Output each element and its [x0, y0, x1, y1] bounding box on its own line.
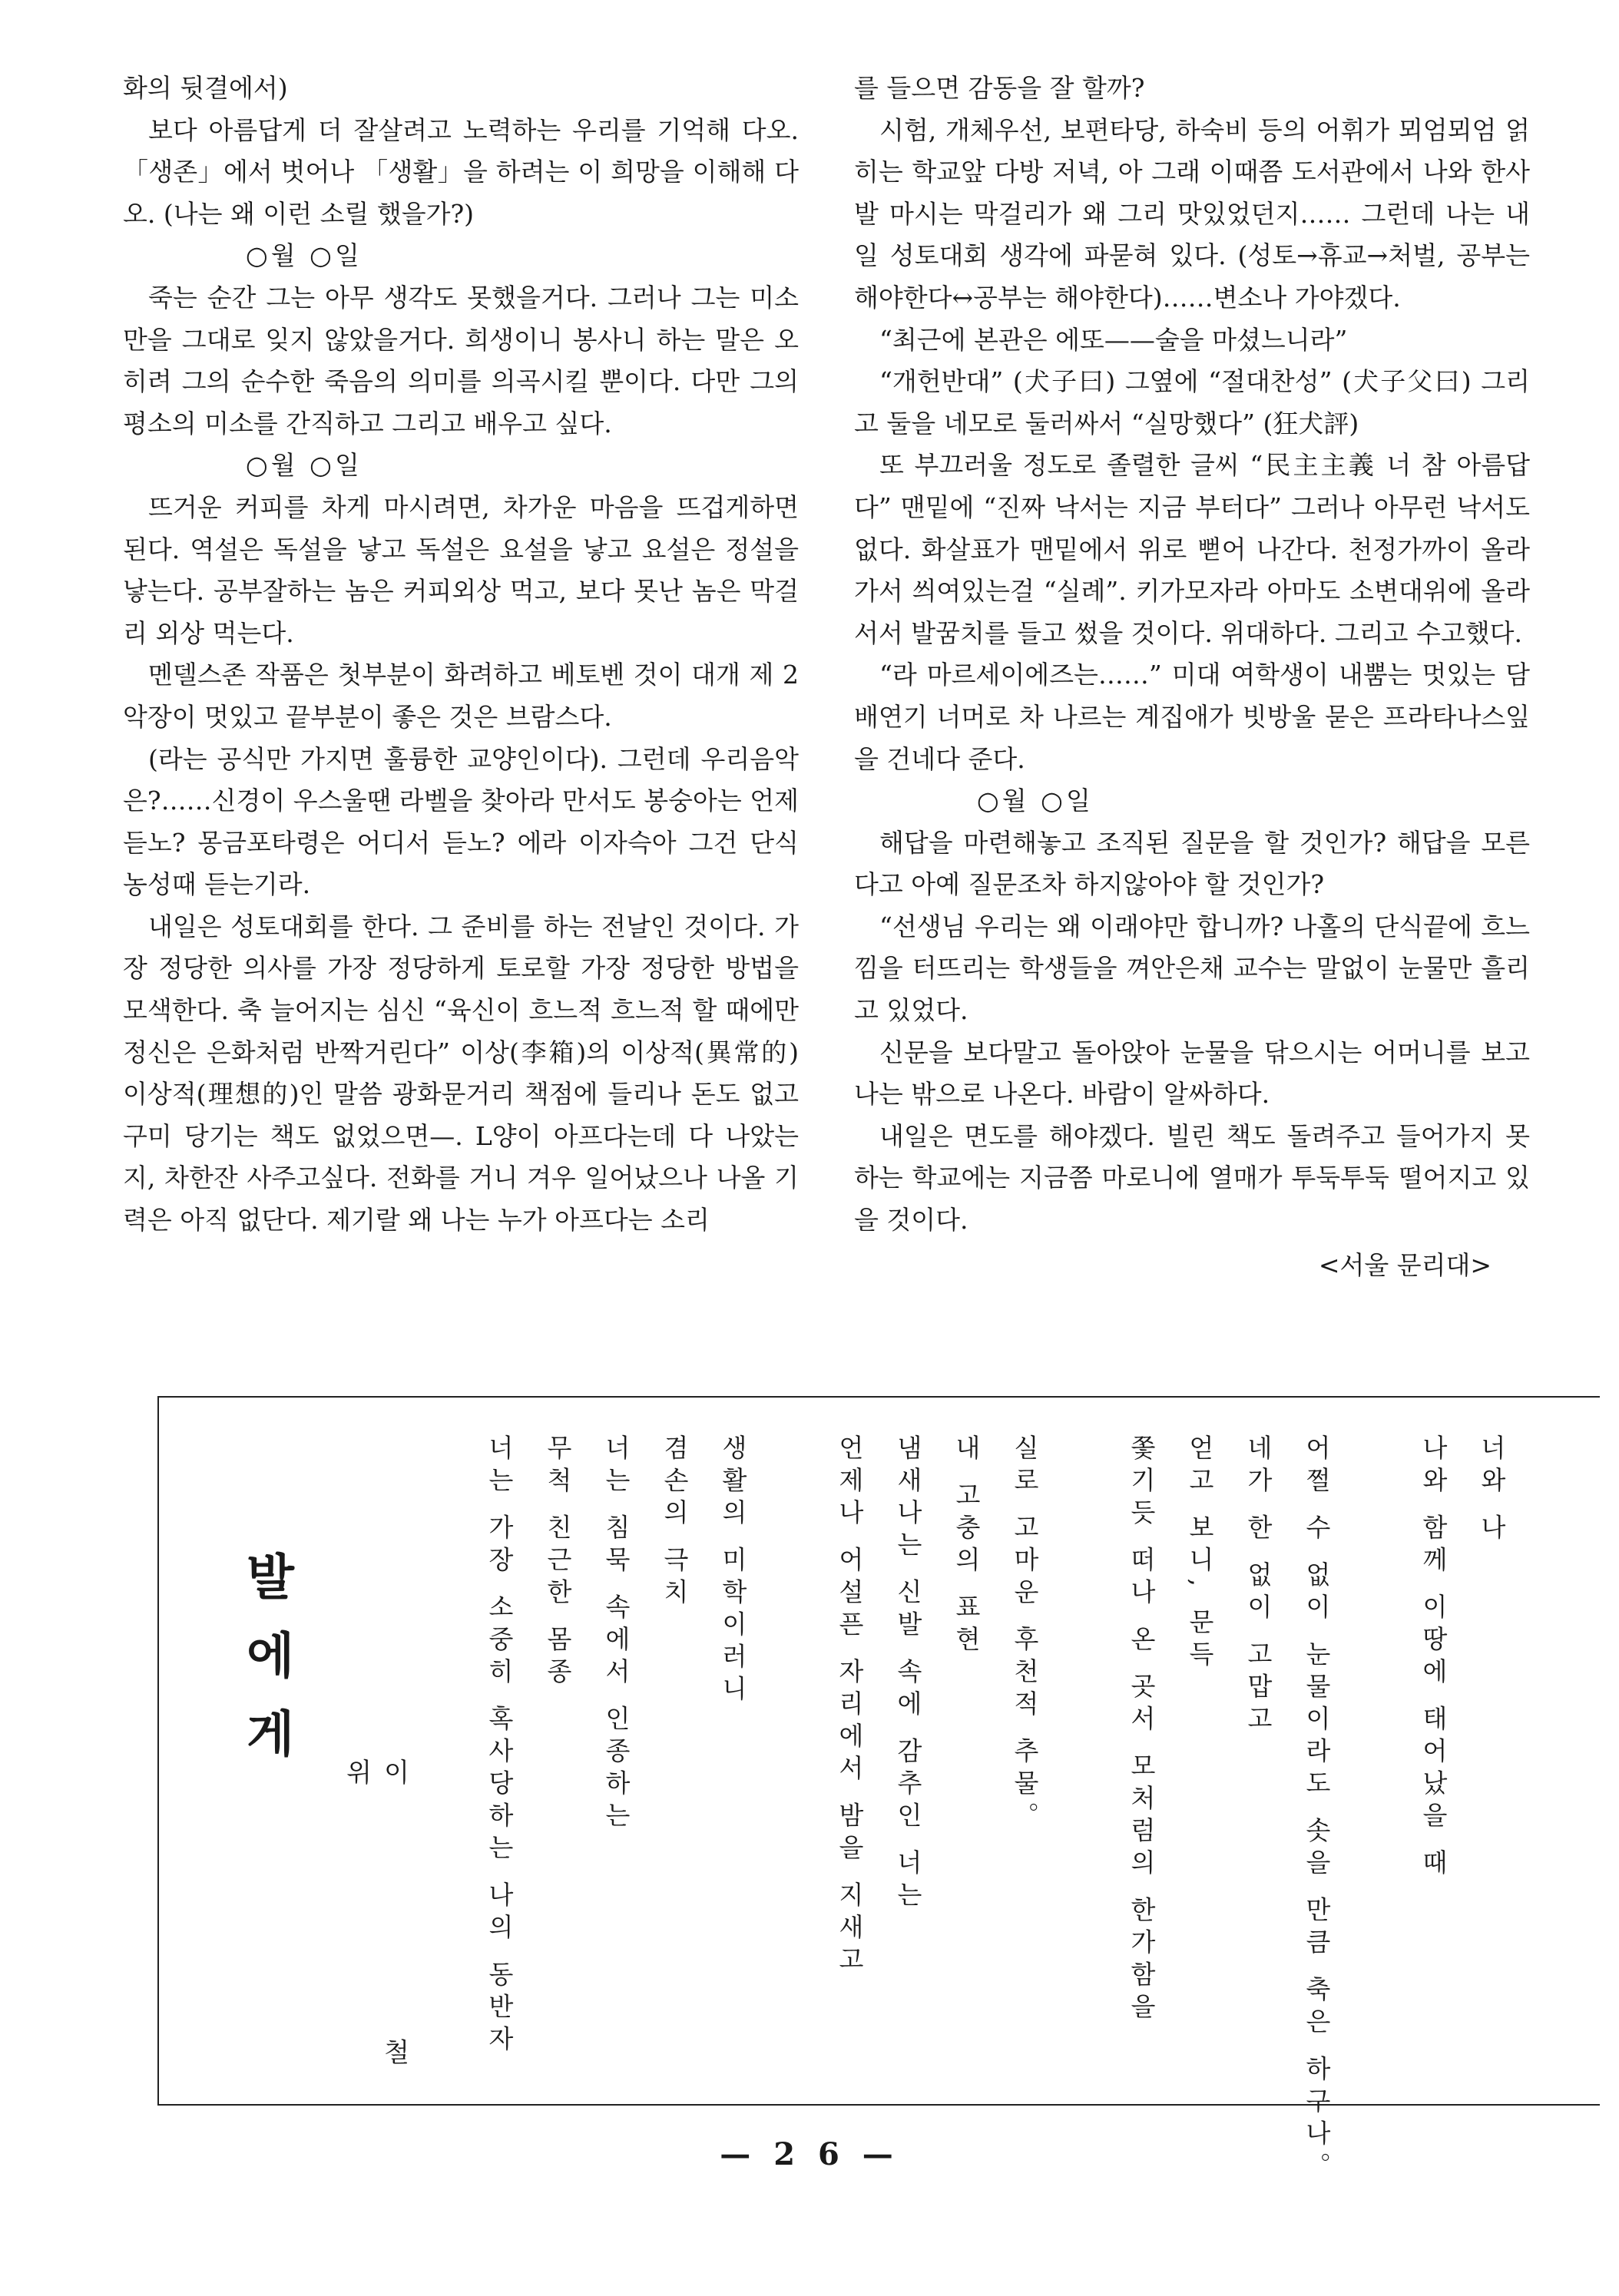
poem-line [762, 1434, 820, 2079]
paragraph: “라 마르세이에즈는……” 미대 여학생이 내뿜는 멋있는 담배연기 너머로 차 나르는 계집애가 빗방울 묻은 프라타나스잎을 건네다 준다. [854, 660, 1530, 774]
poem-line: 얻고 보니, 문득 [1185, 1434, 1215, 1673]
poem-line: 겸손의 극치 [660, 1434, 690, 1611]
diary-date: ○월 ○일 [246, 450, 363, 481]
paragraph: 를 들으면 감동을 잘 할까? [854, 73, 1145, 103]
paragraph: (라는 공식만 가지면 훌륭한 교양인이다). 그런데 우리음악은?……신경이 우스울땐 라벨을 찾아라 만서도 봉숭아는 언제듣노? 몽금포타령은 어디서 듣노? 에라 이자슥아 그건 단식 농성때 듣는기라. [123, 743, 799, 900]
poem-line: 어쩔 수 없이 눈물이라도 솟을 만큼 축은 하구나。 [1302, 1434, 1332, 2185]
paragraph: 죽는 순간 그는 아무 생각도 못했을거다. 그러나 그는 미소만을 그대로 잊지 않았을거다. 희생이니 봉사니 하는 말은 오히려 그의 순수한 죽음의 의미를 의곡시킬 뿐이다. 다만 그의 평소의 미소를 간직하고 그리고 배우고 싶다. [123, 282, 799, 438]
author-signature: <서울 문리대> [1318, 1249, 1492, 1280]
poem-line: 너와 나 [1477, 1434, 1507, 1547]
paragraph: 내일은 성토대회를 한다. 그 준비를 하는 전날인 것이다. 가장 정당한 의사를 가장 정당하게 토로할 가장 정당한 방법을 모색한다. 축 늘어지는 심신 “육신이 흐느적 흐느적 할 때에만 정신은 은화처럼 반짝거린다” 이상(李箱)의 이상적(異常的) 이상적(理想的)인 말씀 광화문거리 책점에 들리나 돈도 없고 구미 당기는 책도 없었으면—. L양이 아프다는데 다 나았는지, 차한잔 사주고싶다. 전화를 거니 겨우 일어났으나 나올 기력은 아직 없단다. 제기랄 왜 나는 누가 아프다는 소리 [123, 911, 799, 1236]
diary-date: ○월 ○일 [977, 786, 1094, 816]
poem-title: 발에게 [237, 1551, 295, 1786]
article-right-column [854, 68, 1530, 1286]
paragraph: 내일은 면도를 해야겠다. 빌린 책도 돌려주고 들어가지 못하는 학교에는 지금쯤 마로니에 열매가 투둑투둑 떨어지고 있을 것이다. [854, 1120, 1530, 1236]
paragraph: “개헌반대” (犬子曰) 그옆에 “절대찬성” (犬子父曰) 그리고 둘을 네모로 둘러싸서 “실망했다” (狂犬評) [854, 366, 1530, 438]
poem-line: 냄새나는 신발 속에 감추인 너는 [893, 1434, 923, 1914]
paragraph: 해답을 마련해놓고 조직된 질문을 할 것인가? 해답을 모른다고 아예 질문조차 하지않아야 할 것인가? [854, 827, 1530, 900]
paragraph: 보다 아름답게 더 잘살려고 노력하는 우리를 기억해 다오. 「생존」에서 벗어나 「생활」을 하려는 이 희망을 이해해 다오. (나는 왜 이런 소릴 했을가?) [123, 114, 799, 229]
article-left-column [123, 68, 799, 1242]
diary-date: ○월 ○일 [246, 240, 363, 271]
paragraph: “최근에 본관은 에또——술을 마셨느니라” [879, 324, 1348, 355]
paragraph: “선생님 우리는 왜 이래야만 합니까? 나홀의 단식끝에 흐느낌을 터뜨리는 학생들을 껴안은채 교수는 말없이 눈물만 흘리고 있었다. [854, 911, 1530, 1026]
page-number: — 2 6 — [720, 2136, 899, 2172]
paragraph: 시험, 개체우선, 보편타당, 하숙비 등의 어휘가 뫼엄뫼엄 얽히는 학교앞 다방 저녁, 아 그래 이때쯤 도서관에서 나와 한사발 마시는 막걸리가 왜 그리 맛있었던지…… 그런데 나는 내일 성토대회 생각에 파묻혀 있다. (성토→휴교→처벌, 공부는 해야한다↔공부는 해야한다)……변소나 가야겠다. [854, 114, 1530, 313]
paragraph: 뜨거운 커피를 차게 마시려면, 차가운 마음을 뜨겁게하면 된다. 역설은 독설을 낳고 독설은 요설을 낳고 요설은 정설을 낳는다. 공부잘하는 놈은 커피외상 먹고, 보다 못난 놈은 막걸리 외상 먹는다. [123, 491, 799, 648]
poem-line: 언제나 어설픈 자리에서 밤을 지새고 [835, 1434, 865, 1978]
paragraph: 또 부끄러울 정도로 졸렬한 글씨 “民主主義 너 참 아름답다” 맨밑에 “진짜 낙서는 지금 부터다” 그러나 아무런 낙서도 없다. 화살표가 맨밑에서 위로 뻗어 나간다. 천정가까이 올라가서 씌여있는걸 “실례”. 키가모자라 아마도 소변대위에 올라서서 발꿈치를 들고 썼을 것이다. 위대하다. 그리고 수고했다. [854, 450, 1530, 648]
poem-line: 쫓기듯 떠나 온 곳서 모처럼의 한가함을 [1127, 1434, 1157, 2026]
poem-line: 너는 가장 소중히 혹사당하는 나의 동반자 [485, 1434, 515, 2058]
poem-line: 생활의 미학이러니 [718, 1434, 748, 1708]
poem-line: 무척 친근한 몸종 [543, 1434, 573, 1690]
poem-author: 이 철 위 [341, 1758, 409, 2188]
poem-line: 실로 고마운 후천적 추물。 [1010, 1434, 1040, 1834]
poem-line [1346, 1434, 1404, 2079]
poem-line: 나와 함께 이땅에 태어났을 때 [1419, 1434, 1448, 1881]
poem-line [1054, 1434, 1112, 2079]
paragraph: 신문을 보다말고 돌아앉아 눈물을 닦으시는 어머니를 보고 나는 밖으로 나온다. 바람이 알싸하다. [854, 1037, 1530, 1110]
paragraph: 화의 뒷결에서) [123, 73, 288, 103]
paragraph: 멘델스존 작품은 첫부분이 화려하고 베토벤 것이 대개 제 2 악장이 멋있고 끝부분이 좋은 것은 브람스다. [123, 660, 799, 732]
poem-line: 네가 한 없이 고맙고 [1243, 1434, 1273, 1738]
poem-line: 내 고충의 표현 [952, 1434, 982, 1658]
poem-line: 너는 침묵 속에서 인종하는 [601, 1434, 631, 1834]
